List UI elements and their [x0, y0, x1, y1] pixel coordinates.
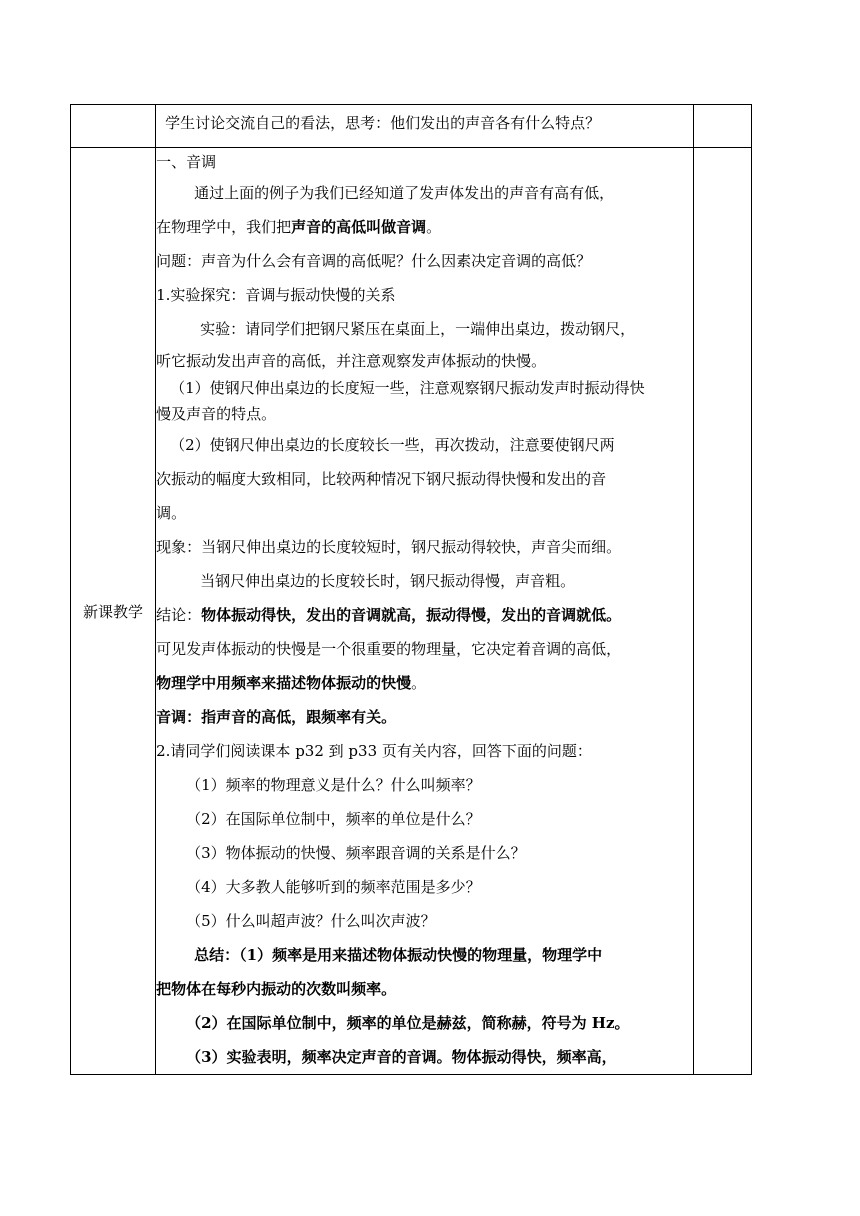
question-item: （1）频率的物理意义是什么？什么叫频率？	[186, 776, 481, 794]
paragraph-line: 听它振动发出声音的高低，并注意观察发声体振动的快慢。	[156, 352, 547, 370]
summary-line: （3）实验表明，频率决定声音的音调。物体振动得快，频率高，	[186, 1048, 617, 1066]
note-cell-empty	[693, 148, 751, 1075]
lesson-table	[70, 104, 752, 1075]
paragraph-line: 实验：请同学们把钢尺紧压在桌面上，一端伸出桌边，拨动钢尺，	[200, 320, 636, 338]
reading-task-line: 2.请同学们阅读课本 p32 到 p33 页有关内容，回答下面的问题：	[156, 742, 592, 760]
step-line: （1）使钢尺伸出桌边的长度短一些，注意观察钢尺振动发声时振动得快	[170, 379, 645, 397]
discussion-cell	[156, 105, 694, 148]
heading-pitch: 一、音调	[156, 153, 217, 171]
note-cell-empty	[693, 105, 751, 148]
step-line: 调。	[156, 504, 187, 522]
question-item: （5）什么叫超声波？什么叫次声波？	[186, 912, 436, 930]
question-item: （4）大多教人能够听到的频率范围是多少？	[186, 878, 481, 896]
question-item: （3）物体振动的快慢、频率跟音调的关系是什么？	[186, 844, 526, 862]
lesson-content-cell	[156, 148, 694, 1075]
summary-line: 总结：（1）频率是用来描述物体振动快慢的物理量，物理学中	[194, 946, 603, 964]
discussion-text: 学生讨论交流自己的看法，思考：他们发出的声音各有什么特点？	[165, 114, 601, 132]
question-line: 问题：声音为什么会有音调的高低呢？什么因素决定音调的高低？	[156, 252, 592, 270]
section-label-cell	[71, 148, 156, 1075]
paragraph-line: 物理学中用频率来描述物体振动的快慢。	[156, 674, 427, 692]
experiment-heading: 1.实验探究：音调与振动快慢的关系	[156, 286, 396, 304]
section-label: 新课教学	[83, 602, 144, 621]
phenomenon-line: 现象：当钢尺伸出桌边的长度较短时，钢尺振动得较快，声音尖而细。	[156, 538, 622, 556]
paragraph-line: 可见发声体振动的快慢是一个很重要的物理量，它决定着音调的高低，	[156, 640, 622, 658]
summary-line: 把物体在每秒内振动的次数叫频率。	[156, 980, 397, 998]
conclusion-line: 结论：物体振动得快，发出的音调就高，振动得慢，发出的音调就低。	[156, 606, 622, 624]
definition-line: 音调：指声音的高低，跟频率有关。	[156, 708, 397, 726]
table-row	[71, 105, 752, 148]
table-row	[71, 148, 752, 1075]
step-line: 慢及声音的特点。	[156, 405, 277, 423]
summary-line: （2）在国际单位制中，频率的单位是赫兹，简称赫，符号为 Hz。	[186, 1014, 630, 1032]
step-line: 次振动的幅度大致相同，比较两种情况下钢尺振动得快慢和发出的音	[156, 470, 607, 488]
paragraph-line: 在物理学中，我们把声音的高低叫做音调。	[156, 218, 442, 236]
phenomenon-line: 当钢尺伸出桌边的长度较长时，钢尺振动得慢，声音粗。	[200, 572, 576, 590]
paragraph-line: 通过上面的例子为我们已经知道了发声体发出的声音有高有低，	[194, 184, 615, 202]
label-cell-empty	[71, 105, 156, 148]
question-item: （2）在国际单位制中，频率的单位是什么？	[186, 810, 481, 828]
step-line: （2）使钢尺伸出桌边的长度较长一些，再次拨动，注意要使钢尺两	[170, 436, 615, 454]
